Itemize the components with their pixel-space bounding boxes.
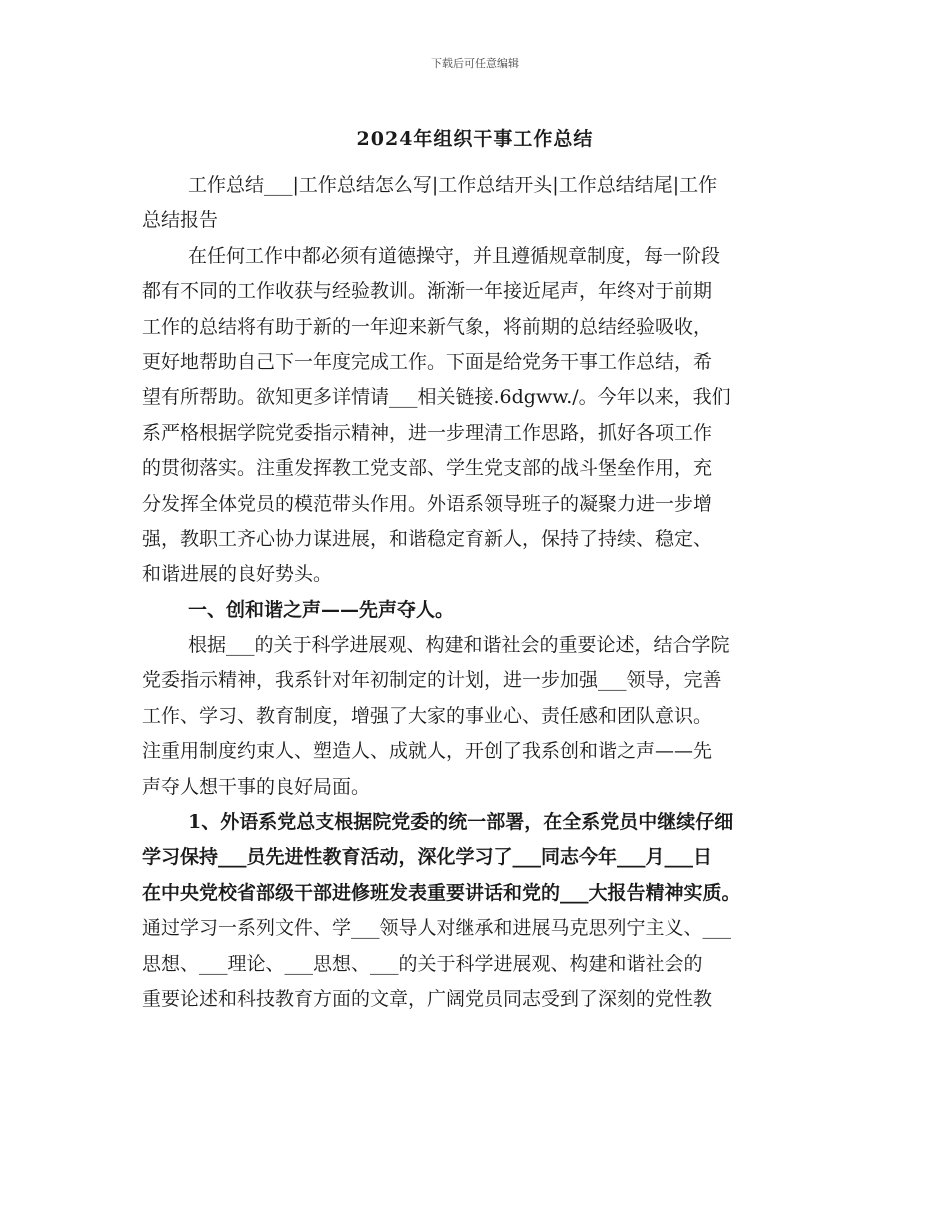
text-line: 更好地帮助自己下一年度完成工作。下面是给党务干事工作总结，希: [142, 350, 713, 373]
text-line: 望有所帮助。欲知更多详情请___相关链接.6dgww./。今年以来，我们: [142, 386, 731, 409]
text-line: 声夺人想干事的良好局面。: [142, 775, 371, 798]
text-line: 都有不同的工作收获与经验教训。渐渐一年接近尾声，年终对于前期: [142, 280, 713, 303]
text-line: 思想、___理论、___思想、___的关于科学进展观、构建和谐社会的: [142, 952, 703, 975]
text-line: 分发挥全体党员的模范带头作用。外语系领导班子的凝聚力进一步增: [142, 492, 713, 515]
text-line: 的贯彻落实。注重发挥教工党支部、学生党支部的战斗堡垒作用，充: [142, 457, 713, 480]
header-note: 下载后可任意编辑: [431, 57, 519, 70]
text-line: 系严格根据学院党委指示精神，进一步理清工作思路，抓好各项工作: [142, 421, 713, 444]
document-title: 2024年组织干事工作总结: [356, 128, 594, 150]
text-line: 总结报告: [142, 209, 219, 232]
text-line: 1、外语系党总支根据院党委的统一部署，在全系党员中继续仔细: [188, 811, 734, 834]
text-line: 工作的总结将有助于新的一年迎来新气象，将前期的总结经验吸收，: [142, 315, 713, 338]
text-line: 在任何工作中都必须有道德操守，并且遵循规章制度，每一阶段: [188, 244, 721, 267]
text-line: 根据___的关于科学进展观、构建和谐社会的重要论述，结合学院: [188, 634, 730, 657]
text-line: 工作、学习、教育制度，增强了大家的事业心、责任感和团队意识。: [142, 704, 713, 727]
text-line: 党委指示精神，我系针对年初制定的计划，进一步加强___领导，完善: [142, 669, 722, 692]
text-line: 一、创和谐之声——先声夺人。: [188, 598, 455, 621]
text-line: 和谐进展的良好势头。: [142, 563, 333, 586]
text-line: 在中央党校省部级干部进修班发表重要讲话和党的___大报告精神实质。: [142, 881, 741, 904]
text-line: 工作总结___|工作总结怎么写|工作总结开头|工作总结结尾|工作: [188, 174, 718, 196]
text-line: 注重用制度约束人、塑造人、成就人，开创了我系创和谐之声——先: [142, 740, 713, 763]
text-line: 强，教职工齐心协力谋进展，和谐稳定育新人，保持了持续、稳定、: [142, 527, 713, 550]
text-line: 重要论述和科技教育方面的文章，广阔党员同志受到了深刻的党性教: [142, 987, 713, 1010]
text-line: 学习保持___员先进性教育活动，深化学习了___同志今年___月___日: [142, 846, 713, 869]
document-body: [142, 168, 812, 1017]
text-line: 通过学习一系列文件、学___领导人对继承和进展马克思列宁主义、___: [142, 917, 732, 940]
